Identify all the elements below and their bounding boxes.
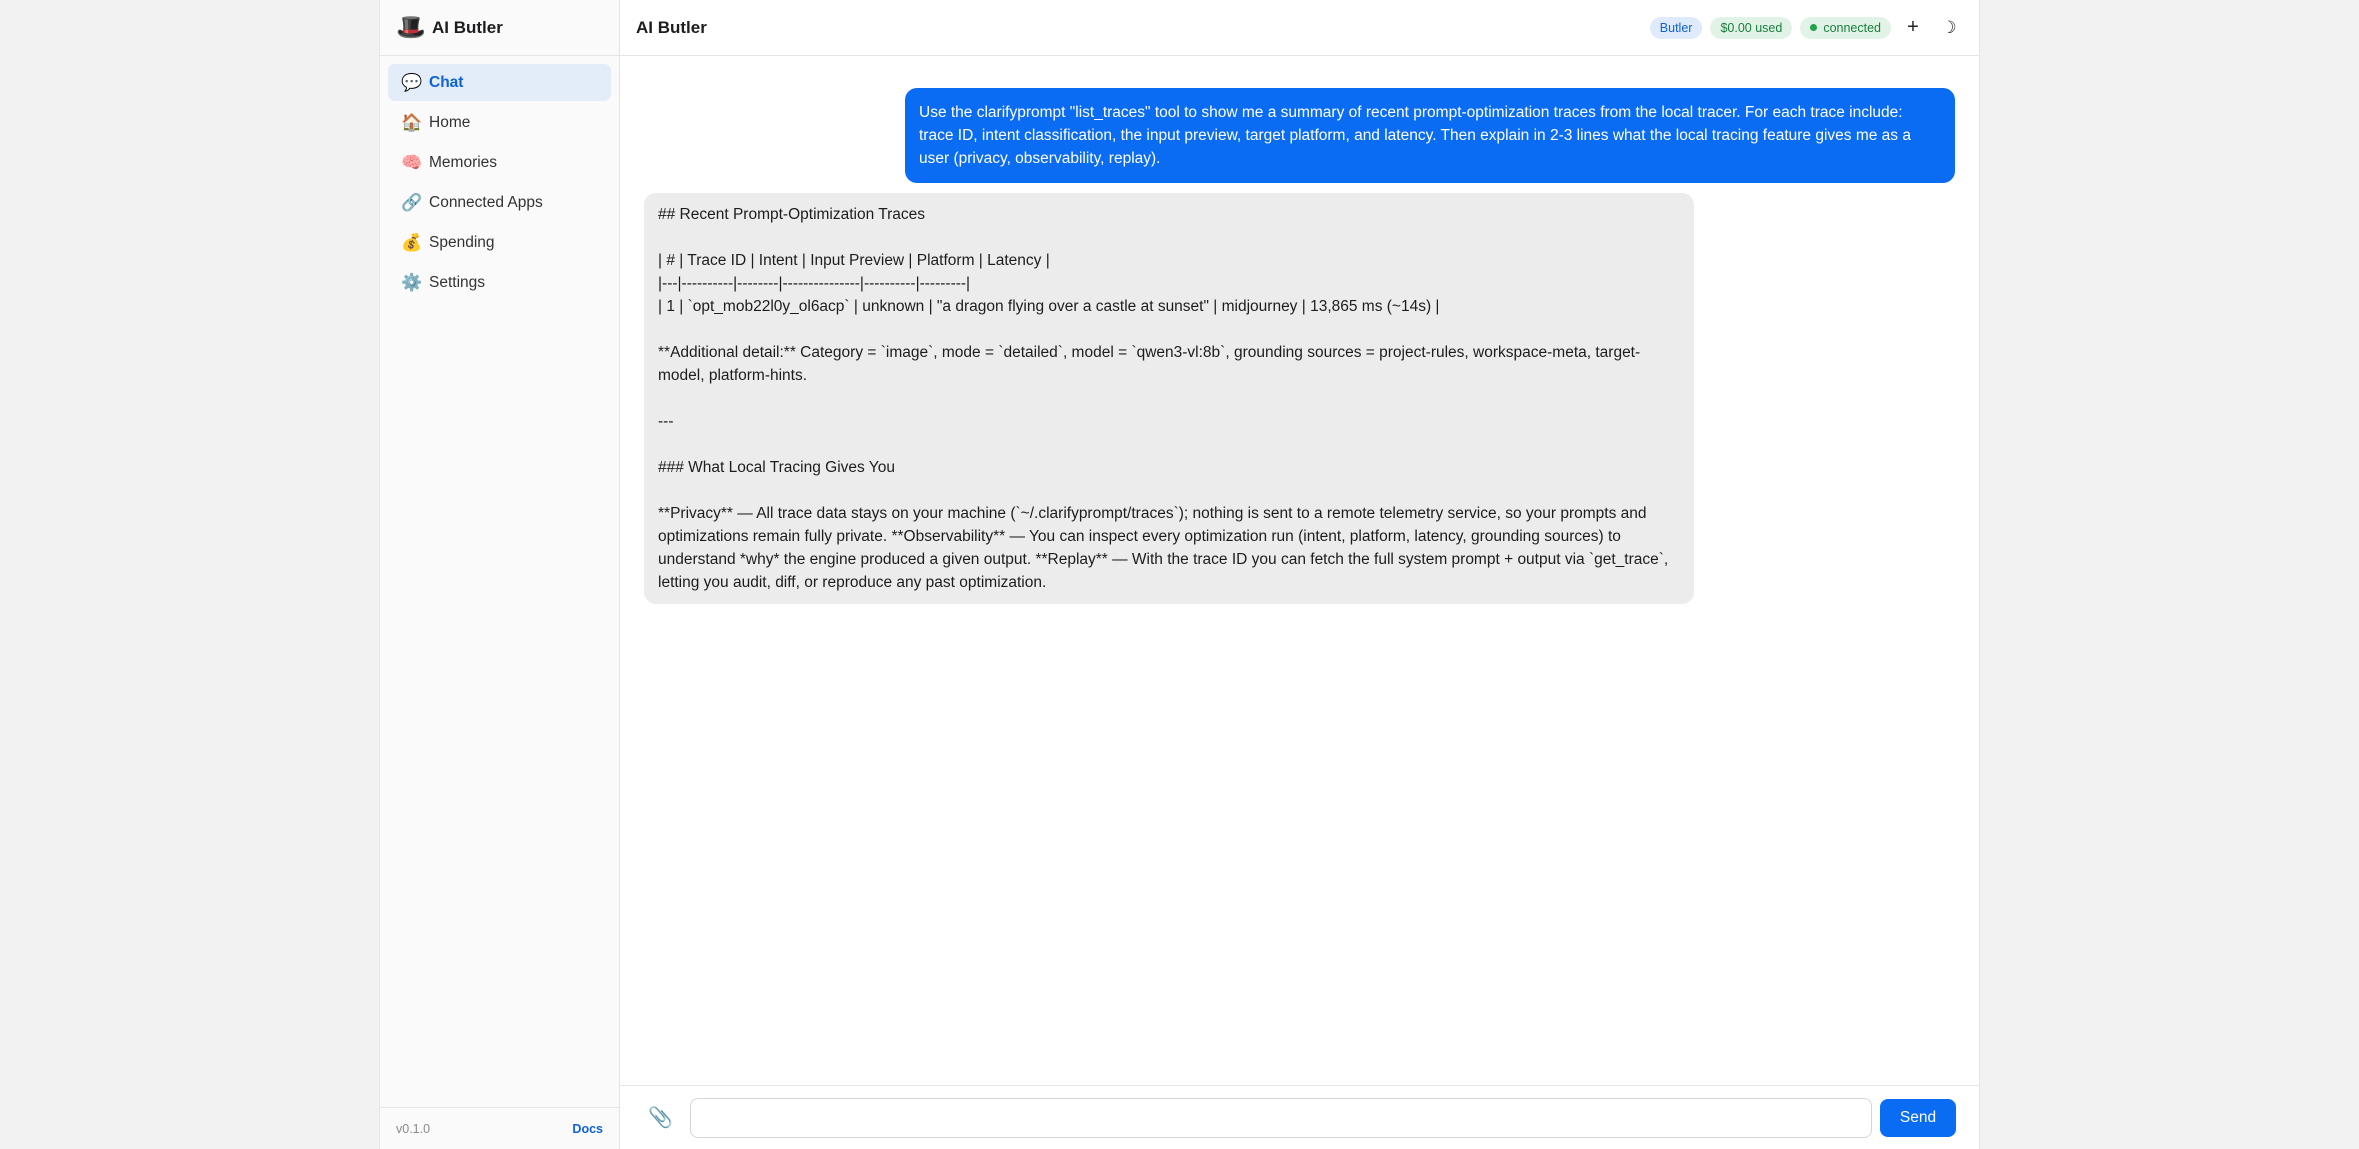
main-panel <box>620 0 1979 1149</box>
sidebar-item-label: Memories <box>429 153 498 171</box>
assistant-line: **Additional detail:** Category = `image`, mode = `detailed`, model = `qwen3-vl:8b`, grounding sources = project-rules, workspace-meta, target-model, platform-hints. <box>658 344 1641 384</box>
sidebar-item-label: Home <box>429 113 471 131</box>
speech-bubble-icon: 💬 <box>401 73 423 92</box>
app-window <box>379 0 1980 1149</box>
sidebar-item-spending[interactable] <box>388 224 611 261</box>
assistant-line <box>658 479 1680 502</box>
assistant-line: | 1 | `opt_mob22l0y_ol6acp` | unknown | "a dragon flying over a castle at sunset" | midjourney | 13,865 ms (~14s) | <box>658 298 1440 315</box>
link-icon: 🔗 <box>401 193 423 212</box>
new-chat-plus-icon[interactable]: + <box>1907 16 1919 38</box>
composer <box>620 1085 1979 1149</box>
assistant-line: ## Recent Prompt-Optimization Traces <box>658 206 926 223</box>
message-input[interactable] <box>690 1098 1872 1138</box>
status-dot-icon <box>1810 24 1817 31</box>
brand <box>380 0 619 56</box>
paperclip-icon[interactable]: 📎 <box>648 1107 673 1129</box>
assistant-line: | # | Trace ID | Intent | Input Preview | Platform | Latency | <box>658 252 1050 269</box>
sidebar-item-memories[interactable] <box>388 144 611 181</box>
assistant-line <box>658 387 1680 410</box>
assistant-line: --- <box>658 413 674 430</box>
status-label: connected <box>1823 20 1881 35</box>
header <box>620 0 1979 56</box>
brain-icon: 🧠 <box>401 153 423 172</box>
agent-badge: Butler <box>1650 17 1703 39</box>
send-button[interactable]: Send <box>1880 1099 1956 1137</box>
assistant-line <box>658 226 1680 249</box>
sidebar-nav <box>380 56 619 312</box>
sidebar-footer <box>380 1107 619 1149</box>
sidebar-item-chat[interactable] <box>388 64 611 101</box>
assistant-line: |---|----------|--------|---------------|----------|---------| <box>658 275 971 292</box>
docs-link[interactable]: Docs <box>572 1121 603 1136</box>
message-list <box>620 56 1979 620</box>
assistant-line: ### What Local Tracing Gives You <box>658 459 895 476</box>
user-message: Use the clarifyprompt "list_traces" tool to show me a summary of recent prompt-optimization traces from the local tracer. For each trace include: trace ID, intent classification, the input preview, target platform, and latency. Then explain in 2-3 lines what the local tracing feature gives me as a user (privacy, observability, replay). <box>905 88 1955 183</box>
sidebar-item-connected-apps[interactable] <box>388 184 611 221</box>
sidebar-item-home[interactable] <box>388 104 611 141</box>
sidebar-item-label: Settings <box>429 273 486 291</box>
sidebar <box>380 0 620 1149</box>
status-badge <box>1800 17 1891 39</box>
version-label: v0.1.0 <box>396 1121 431 1136</box>
money-bag-icon: 💰 <box>401 233 423 252</box>
sidebar-item-label: Connected Apps <box>429 193 543 211</box>
brand-title: AI Butler <box>432 17 503 37</box>
sidebar-item-label: Chat <box>429 73 464 91</box>
house-icon: 🏠 <box>401 113 423 132</box>
theme-toggle-moon-icon[interactable]: ☽ <box>1941 17 1957 37</box>
top-hat-icon: 🎩 <box>396 13 426 41</box>
gear-icon: ⚙️ <box>401 273 423 292</box>
cost-badge: $0.00 used <box>1710 17 1792 39</box>
assistant-line: **Privacy** — All trace data stays on your machine (`~/.clarifyprompt/traces`); nothing is sent to a remote telemetry service, so your prompts and optimizations remain fully private. **Observability** — You can inspect every optimization run (intent, platform, latency, grounding sources) to understand *why* the engine produced a given output. **Replay** — With the trace ID you can fetch the full system prompt + output via `get_trace`, letting you audit, diff, or reproduce any past optimization. <box>658 505 1673 591</box>
sidebar-item-label: Spending <box>429 233 495 251</box>
sidebar-item-settings[interactable] <box>388 264 611 301</box>
page-title: AI Butler <box>636 17 707 37</box>
assistant-message <box>644 193 1694 604</box>
assistant-line <box>658 318 1680 341</box>
assistant-line <box>658 433 1680 456</box>
